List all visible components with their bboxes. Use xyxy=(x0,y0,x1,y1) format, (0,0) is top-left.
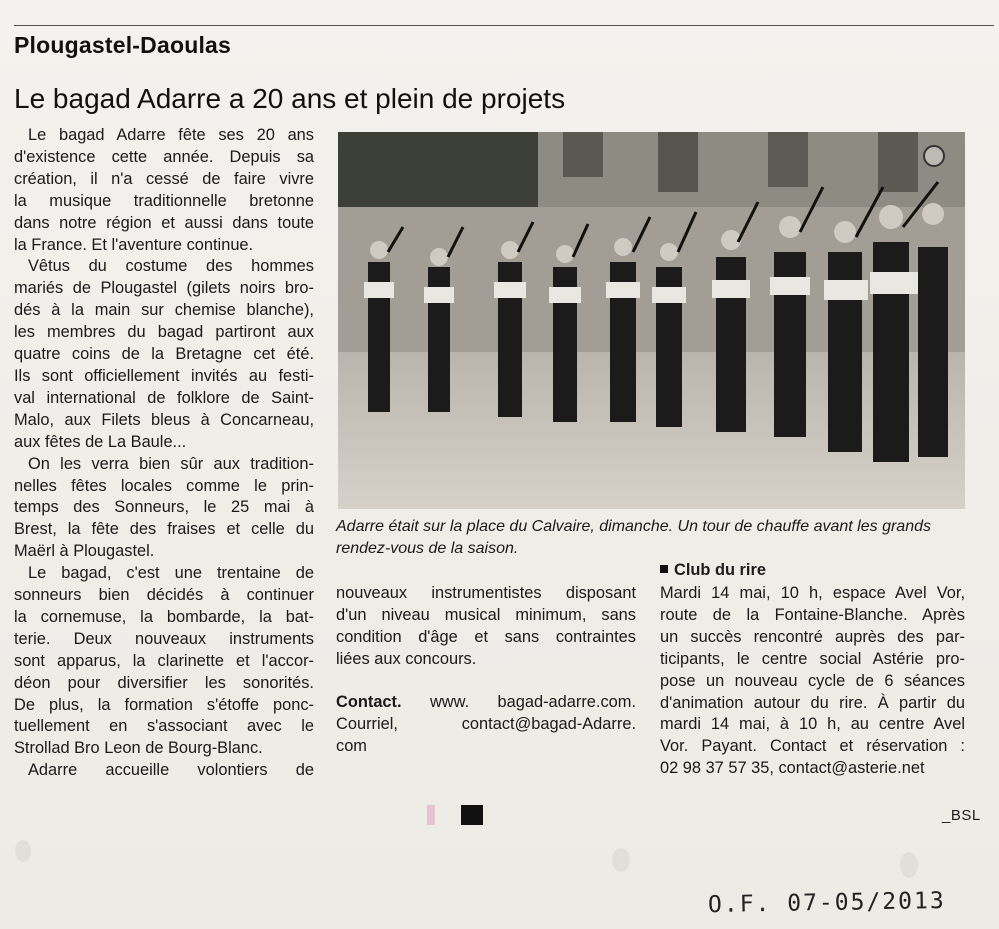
text-line: Ils sont officiellement invités au festi- xyxy=(14,366,314,385)
text-line: Mardi 14 mai, 10 h, espace Avel Vor, xyxy=(660,584,965,602)
text-line: Maërl à Plougastel. xyxy=(14,542,155,561)
club-title: Club du rire xyxy=(674,561,766,579)
contact-block xyxy=(336,692,636,758)
text-line: la musique traditionnelle bretonne xyxy=(14,191,314,210)
text-line: dés à la main sur chemise blanche), xyxy=(14,301,314,320)
club-column xyxy=(660,583,965,780)
text-line: Le bagad Adarre fête ses 20 ans xyxy=(28,126,314,144)
contact-email-end: com xyxy=(336,736,367,755)
text-line: tuellement en s'associant avec le xyxy=(14,717,314,736)
color-mark xyxy=(427,805,435,825)
contact-label: Contact. xyxy=(336,693,402,711)
section-title: Plougastel-Daoulas xyxy=(14,32,232,58)
text-line: nouveaux instrumentistes disposant xyxy=(336,584,636,602)
text-line: Adarre accueille volontiers de xyxy=(28,761,314,780)
text-line: Vêtus du costume des hommes xyxy=(28,257,314,276)
text-line: Strollad Bro Leon de Bourg-Blanc. xyxy=(14,739,263,758)
bullet-square-icon xyxy=(660,565,668,573)
text-line: Vor. Payant. Contact et réservation : xyxy=(660,737,965,756)
text-line: les membres du bagad partiront aux xyxy=(14,323,314,342)
text-line: d'un niveau musical minimum, sans xyxy=(336,605,636,624)
text-line: terie. Deux nouveaux instruments xyxy=(14,629,314,648)
article-column-2 xyxy=(336,583,636,671)
text-line: pose un nouveau cycle de 6 séances xyxy=(660,671,965,690)
text-line: mariés de Plougastel (gilets noirs bro- xyxy=(14,279,314,298)
text-line: dans notre région et aussi dans toute xyxy=(14,213,314,232)
contact-email-line: Courriel, contact@bagad-Adarre. xyxy=(336,714,636,733)
text-line: De plus, la formation s'étoffe ponc- xyxy=(14,695,314,714)
text-line: condition d'âge et sans contraintes xyxy=(336,627,636,646)
text-line: liées aux concours. xyxy=(336,649,477,668)
photo-caption: Adarre était sur la place du Calvaire, dimanche. Un tour de chauffe avant les grands rendez-vous de la saison. xyxy=(336,518,931,557)
text-line: sont apparus, la clarinette et l'accor- xyxy=(14,651,314,670)
text-line: route de la Fontaine-Blanche. Après xyxy=(660,605,965,624)
text-line: val international de folklore de Saint- xyxy=(14,388,314,407)
text-line: d'existence cette année. Depuis sa xyxy=(14,147,314,166)
text-line: la cornemuse, la bombarde, la bat- xyxy=(14,607,314,626)
text-line: Malo, aux Filets bleus à Concarneau, xyxy=(14,410,314,429)
text-line: Brest, la fête des fraises et celle du xyxy=(14,520,314,539)
text-line: sonneurs bien décidés à continuer xyxy=(14,586,314,605)
text-line: aux fêtes de La Baule... xyxy=(14,432,187,451)
article-photo xyxy=(338,132,965,509)
paper-smudge xyxy=(15,840,31,862)
article-column-1 xyxy=(14,125,314,782)
contact-website: www. bagad-adarre.com. xyxy=(429,693,636,711)
text-line: 02 98 37 57 35, contact@asterie.net xyxy=(660,759,925,778)
text-line: un succès rencontré auprès des par- xyxy=(660,627,965,646)
paper-smudge xyxy=(612,848,630,872)
club-heading xyxy=(660,561,766,580)
paper-smudge xyxy=(900,852,918,878)
text-line: d'animation autour du rire. À partir du xyxy=(660,693,965,712)
text-line: nelles fêtes locales comme le prin- xyxy=(14,476,314,495)
text-line: temps des Sonneurs, le 25 mai à xyxy=(14,498,314,517)
top-rule xyxy=(14,25,994,26)
text-line: déon pour diversifier les sonorités. xyxy=(14,673,314,692)
text-line: Le bagad, c'est une trentaine de xyxy=(28,564,314,583)
text-line: la France. Et l'aventure continue. xyxy=(14,235,254,254)
article-headline: Le bagad Adarre a 20 ans et plein de projets xyxy=(14,83,566,114)
handwritten-date: O.F. 07-05/2013 xyxy=(707,887,946,919)
text-line: quatre coins de la Bretagne cet été. xyxy=(14,345,314,364)
author-signature: _BSL xyxy=(942,807,981,824)
text-line: mardi 14 mai, à 10 h, au centre Avel xyxy=(660,715,965,734)
text-line: création, il n'a cessé de faire vivre xyxy=(14,169,314,188)
text-line: ticipants, le centre social Astérie pro- xyxy=(660,649,965,668)
end-square-icon xyxy=(461,805,483,825)
text-line: On les verra bien sûr aux tradition- xyxy=(28,454,314,473)
